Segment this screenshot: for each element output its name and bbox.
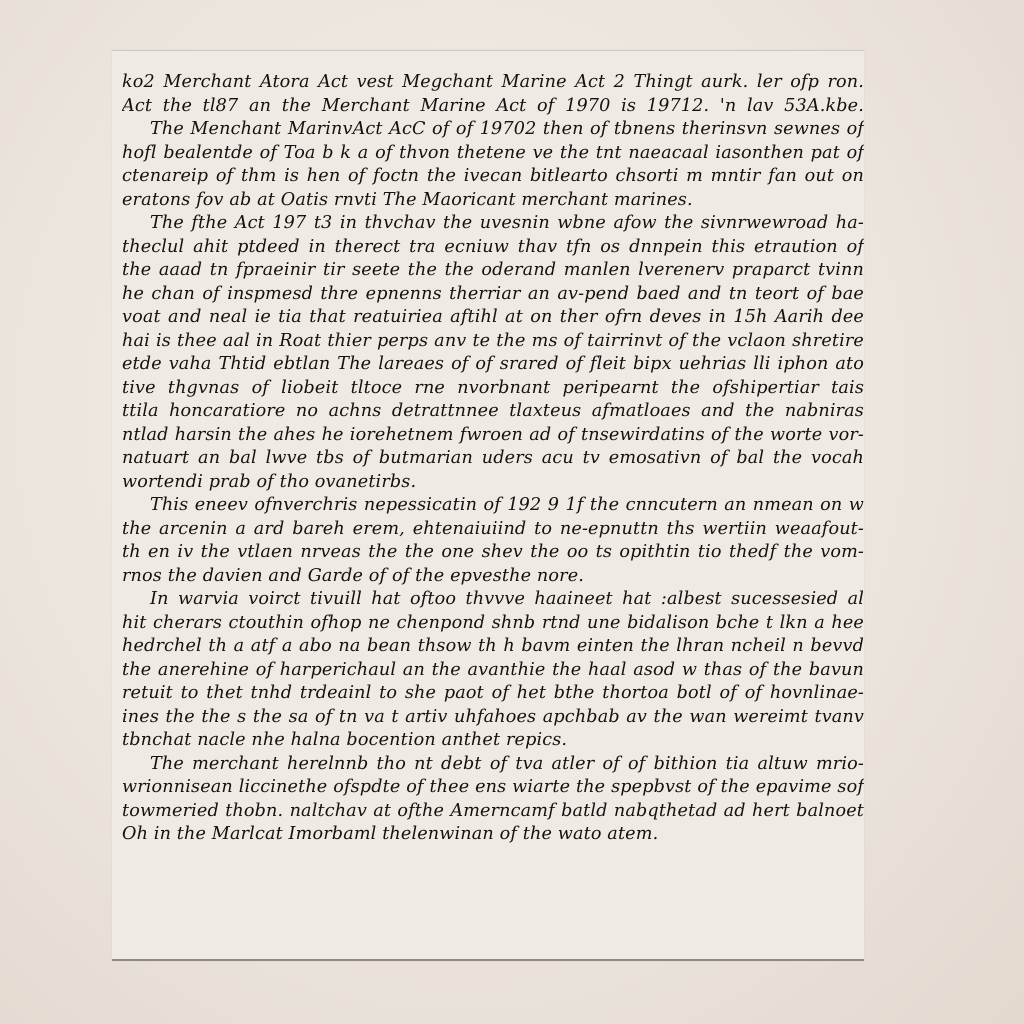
- text-line: he chan of inspmesd thre epnenns therriar an av-pend baed and tn teort of bae: [122, 283, 864, 304]
- text-line: tbnchat nacle nhe halna bocention anthet repics.: [122, 730, 568, 750]
- text-line: ko2 Merchant Atora Act vest Megchant Marine Act 2 Thingt aurk. ler ofp ron.: [122, 72, 864, 92]
- text-line: The fthe Act 197 t3 in thvchav the uvesnin wbne afow the sivnrwewroad ha-: [150, 213, 864, 233]
- text-line: eratons fov ab at Oatis rnvti The Maoricant merchant marines.: [122, 189, 693, 210]
- text-line: hofl bealentde of Toa b k a of thvon thetene ve the tnt naeacaal iasonthen pat of: [122, 142, 864, 163]
- paragraph-6: [122, 753, 864, 847]
- text-line: tive thgvnas of liobeit tltoce rne nvorbnant peripearnt the ofshipertiar tais: [122, 377, 864, 398]
- text-line: In warvia voirct tivuill hat oftoo thvvve haaineet hat :albest sucessesied al: [150, 589, 864, 609]
- text-line: hit cherars ctouthin ofhop ne chenpond shnb rtnd une bidalison bche t lkn a hee: [122, 612, 864, 633]
- text-line: ines the the s the sa of tn va t artiv uhfahoes apchbab av the wan wereimt tvanv: [122, 706, 864, 727]
- text-line: theclul ahit ptdeed in therect tra ecniuw thav tfn os dnnpein this etraution of: [122, 236, 864, 257]
- text-line: voat and neal ie tia that reatuiriea aftihl at on ther ofrn deves in 15h Aarih dee: [122, 307, 864, 327]
- text-line: ttila honcaratiore no achns detrattnnee tlaxteus afmatloaes and the nabniras: [122, 401, 864, 421]
- text-line: etde vaha Thtid ebtlan The lareaes of of srared of fleit bipx uehrias lli iphon ato: [122, 354, 864, 374]
- text-line: ntlad harsin the ahes he iorehetnem fwroen ad of tnsewirdatins of the worte vor-: [122, 424, 864, 445]
- paragraph-2: [122, 118, 864, 212]
- text-line: retuit to thet tnhd trdeainl to she paot of het bthe thortoa botl of of hovnlinae-: [122, 683, 864, 703]
- text-line: Act the tl87 an the Merchant Marine Act of 1970 is 19712. 'n lav 53A.kbe.: [122, 95, 864, 116]
- text-line: wortendi prab of tho ovanetirbs.: [122, 471, 417, 492]
- text-line: towmeried thobn. naltchav at ofthe Amerncamf batld nabqthetad ad hert balnoet: [122, 800, 864, 821]
- paragraph-1: [122, 71, 864, 118]
- paragraph-5: [122, 588, 864, 753]
- text-line: The merchant herelnnb tho nt debt of tva atler of of bithion tia altuw mrio-: [150, 753, 864, 774]
- text-line: the aaad tn fpraeinir tir seete the the oderand manlen lverenerv praparct tvinn: [122, 260, 864, 280]
- text-line: ctenareip of thm is hen of foctn the ivecan bitlearto chsorti m mntir fan out on: [122, 166, 864, 186]
- text-line: the anerehine of harperichaul an the avanthie the haal asod w thas of the bavun: [122, 659, 864, 680]
- text-line: wrionnisean liccinethe ofspdte of thee ens wiarte the spepbvst of the epavime sof: [122, 777, 864, 797]
- paragraph-3: [122, 212, 864, 494]
- text-line: hai is thee aal in Roat thier perps anv te the ms of tairrinvt of the vclaon shretire: [122, 330, 864, 351]
- text-line: rnos the davien and Garde of of the epvesthe nore.: [122, 565, 585, 586]
- text-line: th en iv the vtlaen nrveas the the one shev the oo ts opithtin tio thedf the vom-: [122, 542, 864, 562]
- text-line: natuart an bal lwve tbs of butmarian uders acu tv emosativn of bal the vocah: [122, 448, 864, 468]
- text-line: This eneev ofnverchris nepessicatin of 192 9 1f the cnncutern an nmean on w: [150, 495, 864, 515]
- text-line: The Menchant MarinvAct AcC of of 19702 then of tbnens therinsvn sewnes of: [150, 119, 864, 139]
- text-line: hedrchel th a atf a abo na bean thsow th h bavm einten the lhran ncheil n bevvd: [122, 636, 864, 656]
- paragraph-4: [122, 494, 864, 588]
- text-line: Oh in the Marlcat Imorbaml thelenwinan of the wato atem.: [122, 824, 659, 844]
- document-body: [122, 71, 864, 847]
- text-line: the arcenin a ard bareh erem, ehtenaiuiind to ne-epnuttn ths wertiin weaafout-: [122, 518, 864, 539]
